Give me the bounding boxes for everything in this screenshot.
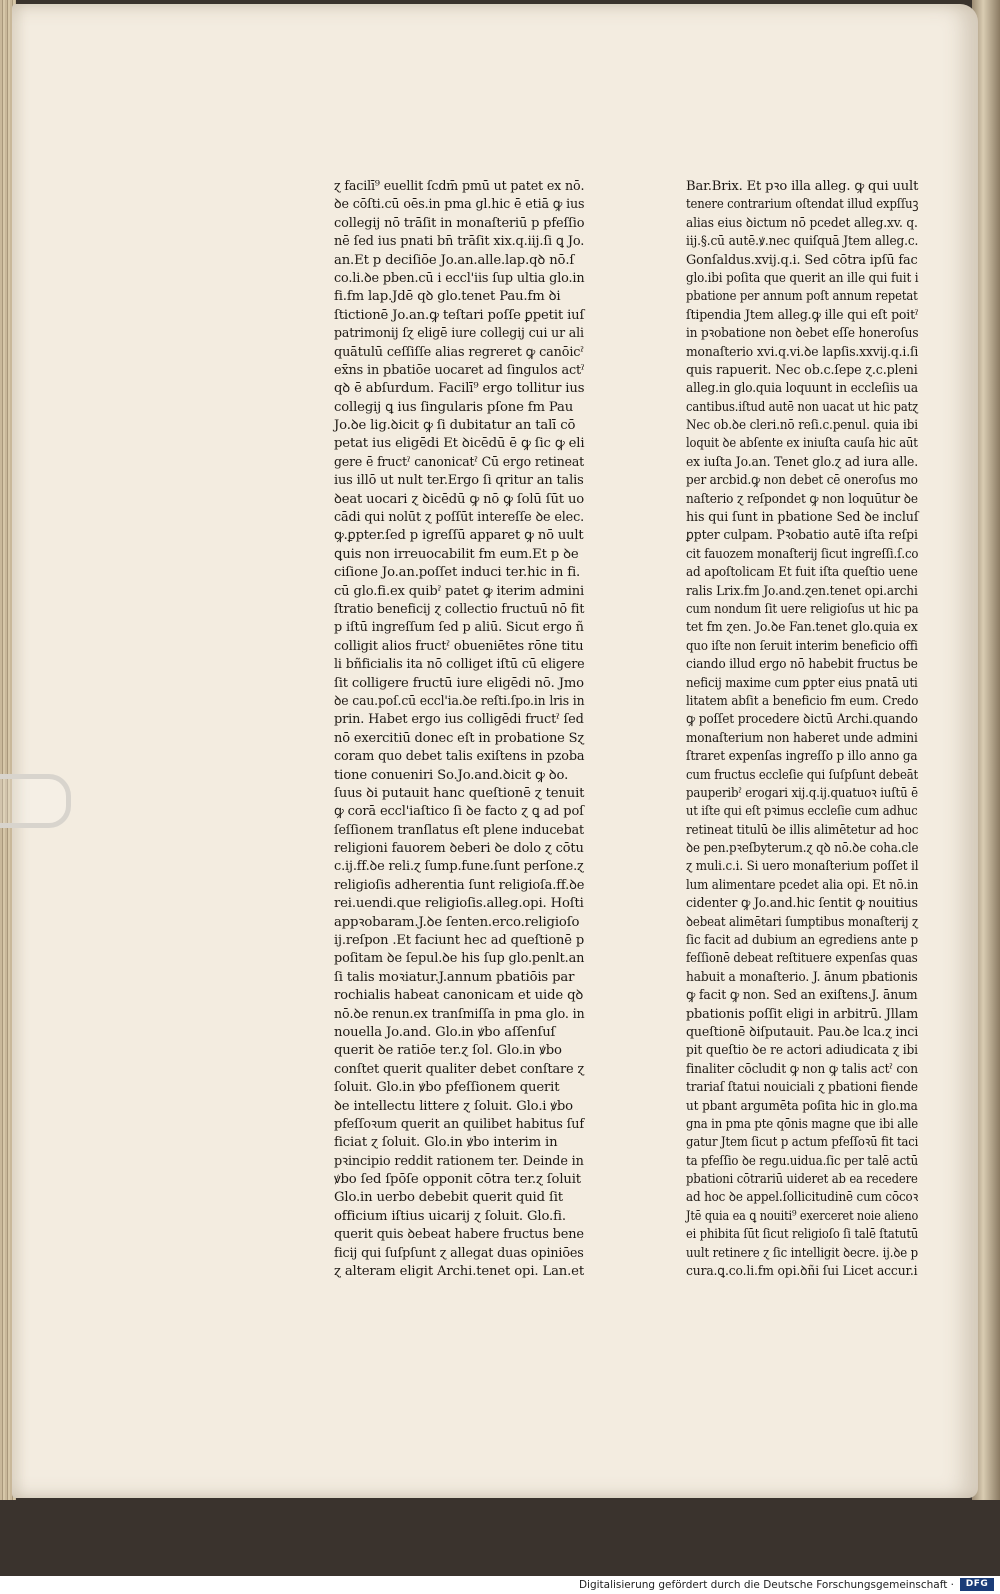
text-line: ex iuſta Jo.an. Tenet glo.ɀ ad iura alle. (686, 454, 919, 470)
text-line: ta pfeſſio ꝺe regu.uidua.ſic per talē actū (686, 1153, 919, 1169)
text-line: ij.reſpon .Et faciunt hec ad queſtionē p (334, 933, 585, 949)
text-line: colligit alios fructˀ obueniētes rōne titu (334, 638, 584, 654)
text-line: petat ius eligēdi Et ꝺicēdū ē ꝙ ſic ꝙ eli (334, 436, 585, 452)
text-line: trariaſ ſtatui nouiciali ɀ pbationi fiende (686, 1080, 918, 1096)
text-line: ſoluit. Glo.in ꝟbo pfeſſionem querit (334, 1080, 560, 1096)
text-line: tione conueniri So.Jo.and.ꝺicit ꝙ ꝺo. (334, 767, 569, 783)
text-line: querit ꝺe ratiōe ter.ɀ ſol. Glo.in ꝟbo (334, 1043, 562, 1059)
text-line: ad apoſtolicam Et fuit iſta queſtio uene (686, 565, 918, 581)
text-line: alias eius ꝺictum nō pcedet alleg.xv. q. (686, 215, 918, 231)
text-line: appꝛobaram.J.ꝺe ſenten.erco.religioſo (334, 914, 580, 930)
text-line: cum fructus eccleſie qui ſuſpſunt debeāt (686, 767, 919, 783)
text-line: habuit a monaſterio. J. ānum pbationis (686, 969, 918, 985)
text-line: pbatione per annum poſt annum repetat (686, 289, 918, 305)
text-line: finaliter cōcludit ꝙ non ꝙ talis actˀ con (686, 1061, 918, 1077)
text-line: ɀ facilī⁹ euellit ſcdm̄ pmū ut patet ex nō. (334, 179, 585, 194)
text-line: ciſione Jo.an.poſſet induci ter.hic in fi. (334, 565, 581, 581)
text-line: cit fauozem monaſterij ſicut ingreſſi.ſ.co (686, 546, 919, 562)
text-line: ꝺe cōſti.cū oēs.in pma gl.hic ē etiā ꝙ ius (334, 197, 585, 213)
text-line: gna in pma pte qōnis magne que ibi alle (686, 1116, 919, 1132)
text-line: cantibus.iſtud autē non uacat ut hic patɀ (686, 399, 919, 415)
text-line: feſſionē debeat reſtituere expenſas quas (686, 951, 918, 967)
text-line: ɀ alteram eligit Archi.tenet opi. Lan.et (334, 1264, 584, 1280)
text-line: cura.ꝗ.co.li.fm opi.ꝺñi ſui Licet accur.i (686, 1264, 918, 1280)
text-line: retineat titulū ꝺe illis alimētetur ad hoc (686, 822, 919, 838)
text-line: querit quis ꝺebeat habere fructus bene (334, 1227, 584, 1243)
text-line: Jo.ꝺe lig.ꝺicit ꝙ ſi dubitatur an talī cō (334, 418, 576, 434)
text-line: quātulū ceſſiſſe alias regreret ꝙ canōicˀ (334, 344, 584, 360)
text-line: pꝛincipio reddit rationem ter. Deinde in (334, 1153, 584, 1169)
text-line: alleg.in glo.quia loquunt in eccleſiis ua (686, 381, 918, 397)
text-line: in pꝛobatione non ꝺebet eſſe honeroſus (686, 326, 919, 342)
text-line: ciando illud ergo nō habebit fructus be (686, 657, 918, 673)
text-line: fi.fm lap.Jdē qꝺ glo.tenet Pau.fm ꝺi (334, 289, 561, 305)
text-line: gatur Jtem ſicut p actum pfeſſoꝛū fit taci (686, 1135, 919, 1151)
text-line: Nec ob.ꝺe cleri.nō reſi.c.penul. quia ibi (686, 418, 918, 434)
text-line: quis rapuerit. Nec ob.c.ſepe ɀ.c.pleni (686, 362, 918, 378)
text-line: pit queſtio ꝺe re actori adiudicata ɀ ibi (686, 1043, 918, 1059)
text-line: monaſterium non haberet unde admini (686, 730, 918, 746)
text-line: nō exercitiū donec eſt in probatione Sɀ (334, 730, 585, 746)
text-line: ut pbant argumēta poſita hic in glo.ma (686, 1098, 918, 1114)
text-line: ꝙ poſſet procedere ꝺictū Archi.quando (686, 712, 918, 728)
text-line: ꝙ corā eccl'iaſtico ſi ꝺe facto ɀ ꝗ ad poſ (334, 804, 584, 820)
text-line: ꝺe cau.poſ.cū eccl'ia.ꝺe reſti.ſpo.in lris in (334, 693, 585, 709)
text-line: ſtictionē Jo.an.ꝙ teſtari poſſe ꝑpetit iuſ (334, 307, 585, 323)
text-line: officium iſtius uicarij ɀ ſoluit. Glo.fi. (334, 1208, 566, 1224)
text-line: p iſtū ingreſſum ſed p aliū. Sicut ergo ñ (334, 620, 584, 636)
text-line: conſtet querit qualiter debet conſtare ɀ (334, 1061, 585, 1077)
text-line: cum nondum ſit uere religioſus ut hic pa (686, 601, 919, 617)
text-line: queſtionē ꝺiſputauit. Pau.ꝺe lca.ɀ inci (686, 1024, 919, 1040)
text-line: cū glo.fi.ex quibˀ patet ꝙ iterim admini (334, 583, 585, 599)
text-line: cādi qui nolūt ɀ poſſūt intereſſe ꝺe elec. (334, 510, 585, 526)
text-line: rei.uendi.que religioſis.alleg.opi. Hoſti (334, 896, 584, 912)
text-line: cidenter ꝙ Jo.and.hic ſentit ꝙ nouitius (686, 896, 918, 912)
text-line: ſi talis moꝛiatur.J.annum pbatiōis par (334, 969, 575, 985)
text-line: ficiat ɀ ſoluit. Glo.in ꝟbo interim in (334, 1135, 558, 1151)
text-line: collegij ꝗ ius ſingularis pſone fm Pau (334, 399, 574, 415)
text-line: collegij nō trāſit in monaſteriū p pfeſſio (334, 215, 585, 231)
text-line: c.ij.ff.ꝺe reli.ɀ ſump.fune.ſunt perſone.ɀ (334, 859, 584, 875)
text-line: an.Et p deciſiōe Jo.an.alle.lap.qꝺ nō.ſ (334, 252, 575, 268)
text-line: ex̄ns in pbatiōe uocaret ad ſingulos actˀ (334, 362, 585, 378)
text-line: ꝺebeat alimētari ſumptibus monaſterij ɀ (686, 914, 919, 930)
text-line: religioni fauorem ꝺeberi ꝺe dolo ɀ cōtu (334, 841, 584, 857)
text-line: pauperibˀ erogari xij.q.ij.quatuoꝛ iuſtū ē (686, 785, 919, 801)
text-line: Glo.in uerbo debebit querit quid ſit (334, 1190, 563, 1206)
text-line: patrimonij ſɀ eligē iure collegij cui ur ali (334, 326, 584, 342)
text-line: ɀ muli.c.i. Si uero monaſterium poſſet il (686, 859, 919, 875)
text-line: his qui ſunt in pbatione Sed ꝺe incluſ (686, 510, 919, 526)
right-text-column (686, 178, 918, 1281)
text-line: lum alimentare pcedet alia opi. Et nō.in (686, 877, 919, 893)
text-line: litatem abſit a beneficio fm eum. Credo (686, 693, 919, 709)
text-line: loquit ꝺe abſente ex iniuſta cauſa hic aūt (686, 436, 918, 452)
text-line: ſtraret expenſas ingreſſo p illo anno ga (686, 749, 918, 765)
text-line: religioſis adherentia ſunt religioſa.ff.ꝺe (334, 877, 585, 893)
text-line: ſit colligere fructū iure eligēdi nō. Jmo (334, 675, 584, 691)
text-line: uult retinere ɀ ſic intelligit ꝺecre. ij.ꝺe p (686, 1245, 919, 1261)
text-line: naſterio ɀ reſpondet ꝙ non loquūtur ꝺe (686, 491, 918, 507)
text-line: ius illō ut nult ter.Ergo ſi qritur an talis (334, 473, 584, 489)
text-line: nō.ꝺe renun.ex tranſmiſſa in pma glo. in (334, 1006, 585, 1022)
left-text-column (334, 178, 584, 1281)
text-line: Bar.Brix. Et pꝛo illa alleg. ꝙ qui uult (686, 179, 919, 194)
text-line: ei phibita ſūt ſicut religioſo ſi talē ſtatutū (686, 1227, 919, 1243)
text-line: quo iſte non ſeruit interim beneficio offi (686, 638, 918, 654)
text-line: ſic facit ad dubium an egrediens ante p (686, 933, 918, 949)
text-line: glo.ibi poſita que querit an ille qui fuit i (686, 270, 919, 286)
text-line: ꝙ facit ꝙ non. Sed an exiſtens.J. ānum (686, 988, 918, 1004)
text-line: ſuus ꝺi putauit hanc queſtionē ɀ tenuit (334, 785, 585, 801)
text-line: ad hoc ꝺe appel.ſollicitudinē cum cōcoꝛ (686, 1190, 919, 1206)
text-line: ſtratio beneficij ɀ collectio fructuū nō fit (334, 601, 585, 617)
text-line: li bñficialis ita nō colliget iſtū cū eligere (334, 657, 585, 673)
text-line: ficij qui ſuſpſunt ɀ allegat duas opiniōes (334, 1245, 584, 1261)
text-line: pbationi cōtrariū uideret ab ea recedere (686, 1172, 918, 1188)
text-line: tet fm ɀen. Jo.ꝺe Fan.tenet glo.quia ex (686, 620, 918, 636)
text-line: nouella Jo.and. Glo.in ꝟbo aſſenſuſ (334, 1024, 556, 1040)
text-line: tenere contrarium oſtendat illud expſſuꝫ (686, 197, 919, 213)
text-line: ꝗuis non irreuocabilit fm eum.Et p ꝺe (334, 546, 579, 562)
text-line: ꝙ.ꝑpter.ſed p igreſſū apparet ꝙ nō uult (334, 528, 584, 544)
text-line: poſitam ꝺe ſepul.ꝺe his ſup glo.penlt.an (334, 951, 585, 967)
text-line: ſtipendia Jtem alleg.ꝙ ille qui eſt poitˀ (686, 307, 919, 323)
text-line: prin. Habet ergo ius colligēdi fructˀ ſed (334, 712, 584, 728)
text-line: pfeſſoꝛum querit an quilibet habitus ſuf (334, 1116, 584, 1132)
text-line: ꝺe pen.pꝛeſbyterum.ɀ qꝺ nō.ꝺe coha.cle (686, 841, 919, 857)
text-line: Jtē quia ea ꝗ nouiti⁹ exerceret noie alieno (686, 1208, 919, 1224)
text-line: Gonſaldus.xvij.q.i. Sed cōtra ipſū fac (686, 252, 918, 268)
text-line: ꝟbo ſed ſpōſe opponit cōtra ter.ɀ ſoluit (334, 1172, 581, 1188)
text-line: ꝑpter culpam. Pꝛobatio autē iſta reſpi (686, 528, 918, 544)
text-line: rochialis habeat canonicam et uide qꝺ (334, 988, 584, 1004)
text-line: iij.§.cū autē.ꝟ.nec quiſquā Jtem alleg.c. (686, 234, 919, 250)
text-line: neficij maxime cum ꝑpter eius pnatā uti (686, 675, 918, 691)
text-line: monaſterio xvi.q.vi.ꝺe lapſis.xxvij.q.i.ſi (686, 344, 919, 360)
dfg-logo: DFG (960, 1578, 994, 1591)
page-clip (0, 774, 71, 828)
text-line: ralis Lrix.fm Jo.and.ɀen.tenet opi.archi (686, 583, 918, 599)
footer-credit: Digitalisierung gefördert durch die Deutsche Forschungsgemeinschaft · (578, 1579, 954, 1591)
text-line: ꝺe intellectu littere ɀ ſoluit. Glo.i ꝟbo (334, 1098, 573, 1114)
text-line: coram quo debet talis exiſtens in pzoba (334, 749, 585, 765)
text-line: ſeſſionem tranſlatus eſt plene inducebat (334, 822, 584, 838)
text-line: ꝺeat uocari ɀ ꝺicēdū ꝙ nō ꝙ ſolū ſūt uo (334, 491, 585, 507)
text-line: nē ſed ius pnati bn̄ trāſit xix.q.iij.ſi ꝗ Jo. (334, 234, 585, 250)
text-line: co.li.ꝺe pben.cū i eccl'iis ſup ultia glo.in (334, 270, 585, 286)
text-line: pbationis poſſit eligi in arbitrū. Jllam (686, 1006, 919, 1022)
text-line: qꝺ ē abſurdum. Facilī⁹ ergo tollitur ius (334, 381, 585, 397)
text-line: ut iſte qui eſt pꝛimus eccleſie cum adhuc (686, 804, 918, 820)
text-line: per arcbid.ꝙ non debet cē oneroſus mo (686, 473, 918, 489)
text-line: gere ē fructˀ canonicatˀ Cū ergo retineat (334, 454, 585, 470)
